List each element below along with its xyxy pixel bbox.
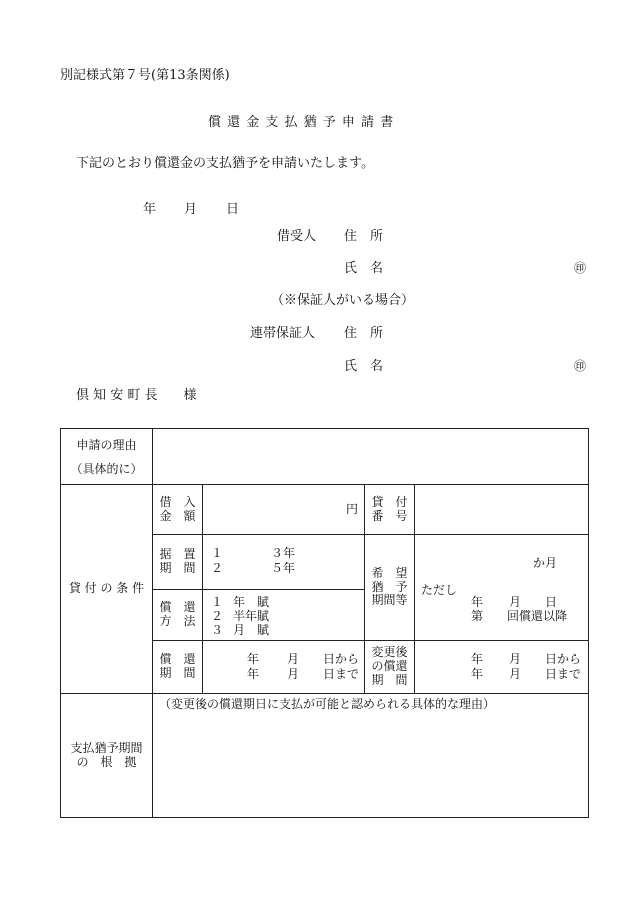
guarantor-seal-icon: ㊞ <box>574 359 587 373</box>
repayment-method-options-cell[interactable] <box>203 590 365 641</box>
loan-number-label-1: 貸 付 <box>371 494 408 509</box>
deferment-label-1: 据 置 <box>159 547 196 562</box>
repayment-period-label-2: 期 間 <box>159 666 196 680</box>
however-day: 日 <box>545 594 558 609</box>
changed-period-label-cell <box>365 641 415 694</box>
borrower-name-label: 氏 名 <box>344 261 384 276</box>
period-from-year: 年 <box>247 652 260 666</box>
desired-deferment-label-cell <box>365 535 415 641</box>
borrower-seal-icon: ㊞ <box>574 261 587 275</box>
deferment-label-2: 期 間 <box>159 561 196 575</box>
repayment-period-input-cell[interactable] <box>203 641 365 694</box>
deferment-option-2-value: ５年 <box>271 561 296 575</box>
reason-input-cell[interactable] <box>153 429 589 485</box>
repayment-method-label-cell <box>153 590 203 641</box>
basis-row <box>61 694 589 818</box>
deferment-options-cell[interactable] <box>203 535 365 590</box>
guarantor-name-label: 氏 名 <box>344 359 384 374</box>
basis-input-cell[interactable] <box>153 694 589 818</box>
repayment-method-label-1: 償 還 <box>159 600 196 615</box>
changed-period-label-2: の償還 <box>371 659 408 674</box>
loan-amount-row <box>61 485 589 535</box>
changed-period-label-3: 期 間 <box>371 672 408 687</box>
installment-after: 回償還以降 <box>507 608 568 623</box>
method-option-1-number: １ <box>211 595 224 609</box>
reason-row <box>61 429 589 485</box>
date-day-label: 日 <box>226 202 240 217</box>
changed-until-label: 日まで <box>545 667 582 681</box>
guarantor-address-label: 住 所 <box>344 326 384 341</box>
borrower-address-label: 住 所 <box>344 229 384 244</box>
period-until-label: 日まで <box>323 667 360 681</box>
addressee: 倶 知 安 町 長 様 <box>76 388 197 403</box>
however-month: 月 <box>509 594 522 609</box>
reason-label: 申請の理由 <box>76 437 137 452</box>
changed-period-input-cell[interactable] <box>415 641 589 694</box>
form-number: 別記様式第７号(第13条関係) <box>60 68 230 83</box>
method-option-3-value: 月 賦 <box>233 623 270 637</box>
conditions-label: 貸 付 の 条 件 <box>61 485 153 694</box>
loan-number-label-2: 番 号 <box>371 508 408 523</box>
method-option-2-value: 半年賦 <box>233 609 270 623</box>
loan-amount-label-1: 借 入 <box>159 494 196 509</box>
application-table <box>60 428 589 818</box>
intro-text: 下記のとおり償還金の支払猶予を申請いたします。 <box>76 156 374 171</box>
deferment-option-2-number: ２ <box>211 561 224 575</box>
guarantor-note: （※保証人がいる場合） <box>271 293 415 308</box>
repayment-period-label-1: 償 還 <box>159 652 196 667</box>
basis-label-cell <box>61 694 153 818</box>
changed-until-month: 月 <box>509 667 522 681</box>
reason-label-sub: （具体的に） <box>70 461 143 476</box>
changed-from-month: 月 <box>509 652 522 666</box>
period-from-month: 月 <box>287 652 300 666</box>
date-year-label: 年 <box>143 202 157 217</box>
changed-from-label: 日から <box>545 652 582 666</box>
changed-from-year: 年 <box>471 652 484 666</box>
deferment-label-cell <box>153 535 203 590</box>
guarantor-label: 連帯保証人 <box>250 326 316 341</box>
basis-label-1: 支払猶予期間 <box>70 740 143 755</box>
loan-number-input-cell[interactable] <box>415 485 589 535</box>
deferment-option-1-number: １ <box>211 546 224 560</box>
loan-amount-label-2: 金 額 <box>159 508 196 523</box>
period-until-year: 年 <box>247 667 260 681</box>
loan-amount-label-cell <box>153 485 203 535</box>
method-option-3-number: ３ <box>211 623 224 637</box>
period-from-label: 日から <box>323 652 360 666</box>
changed-until-year: 年 <box>471 667 484 681</box>
period-until-month: 月 <box>287 667 300 681</box>
installment-ordinal: 第 <box>471 608 484 623</box>
deferment-option-1-value: ３年 <box>271 546 296 560</box>
loan-number-label-cell <box>365 485 415 535</box>
method-option-1-value: 年 賦 <box>233 595 270 609</box>
loan-amount-input-cell[interactable] <box>203 485 365 535</box>
basis-note: （変更後の償還期日に支払が可能と認められる具体的な理由） <box>159 697 496 711</box>
desired-deferment-label-3: 期間等 <box>371 593 408 608</box>
however-label: ただし <box>421 582 458 597</box>
months-unit: か月 <box>533 555 558 570</box>
date-month-label: 月 <box>184 202 198 217</box>
changed-period-label-1: 変更後 <box>371 645 408 660</box>
method-option-2-number: ２ <box>211 609 224 623</box>
yen-unit: 円 <box>345 501 358 516</box>
reason-label-cell <box>61 429 153 485</box>
form-title: 償 還 金 支 払 猶 予 申 請 書 <box>208 115 395 130</box>
borrower-label: 借受人 <box>277 229 317 244</box>
repayment-method-label-2: 方 法 <box>159 614 196 628</box>
repayment-period-label-cell <box>153 641 203 694</box>
basis-label-2: の 根 拠 <box>76 754 137 769</box>
desired-deferment-label-2: 猶 予 <box>371 579 408 594</box>
desired-deferment-input-cell[interactable] <box>415 535 589 641</box>
however-year: 年 <box>471 594 484 609</box>
desired-deferment-label-1: 希 望 <box>371 565 408 580</box>
